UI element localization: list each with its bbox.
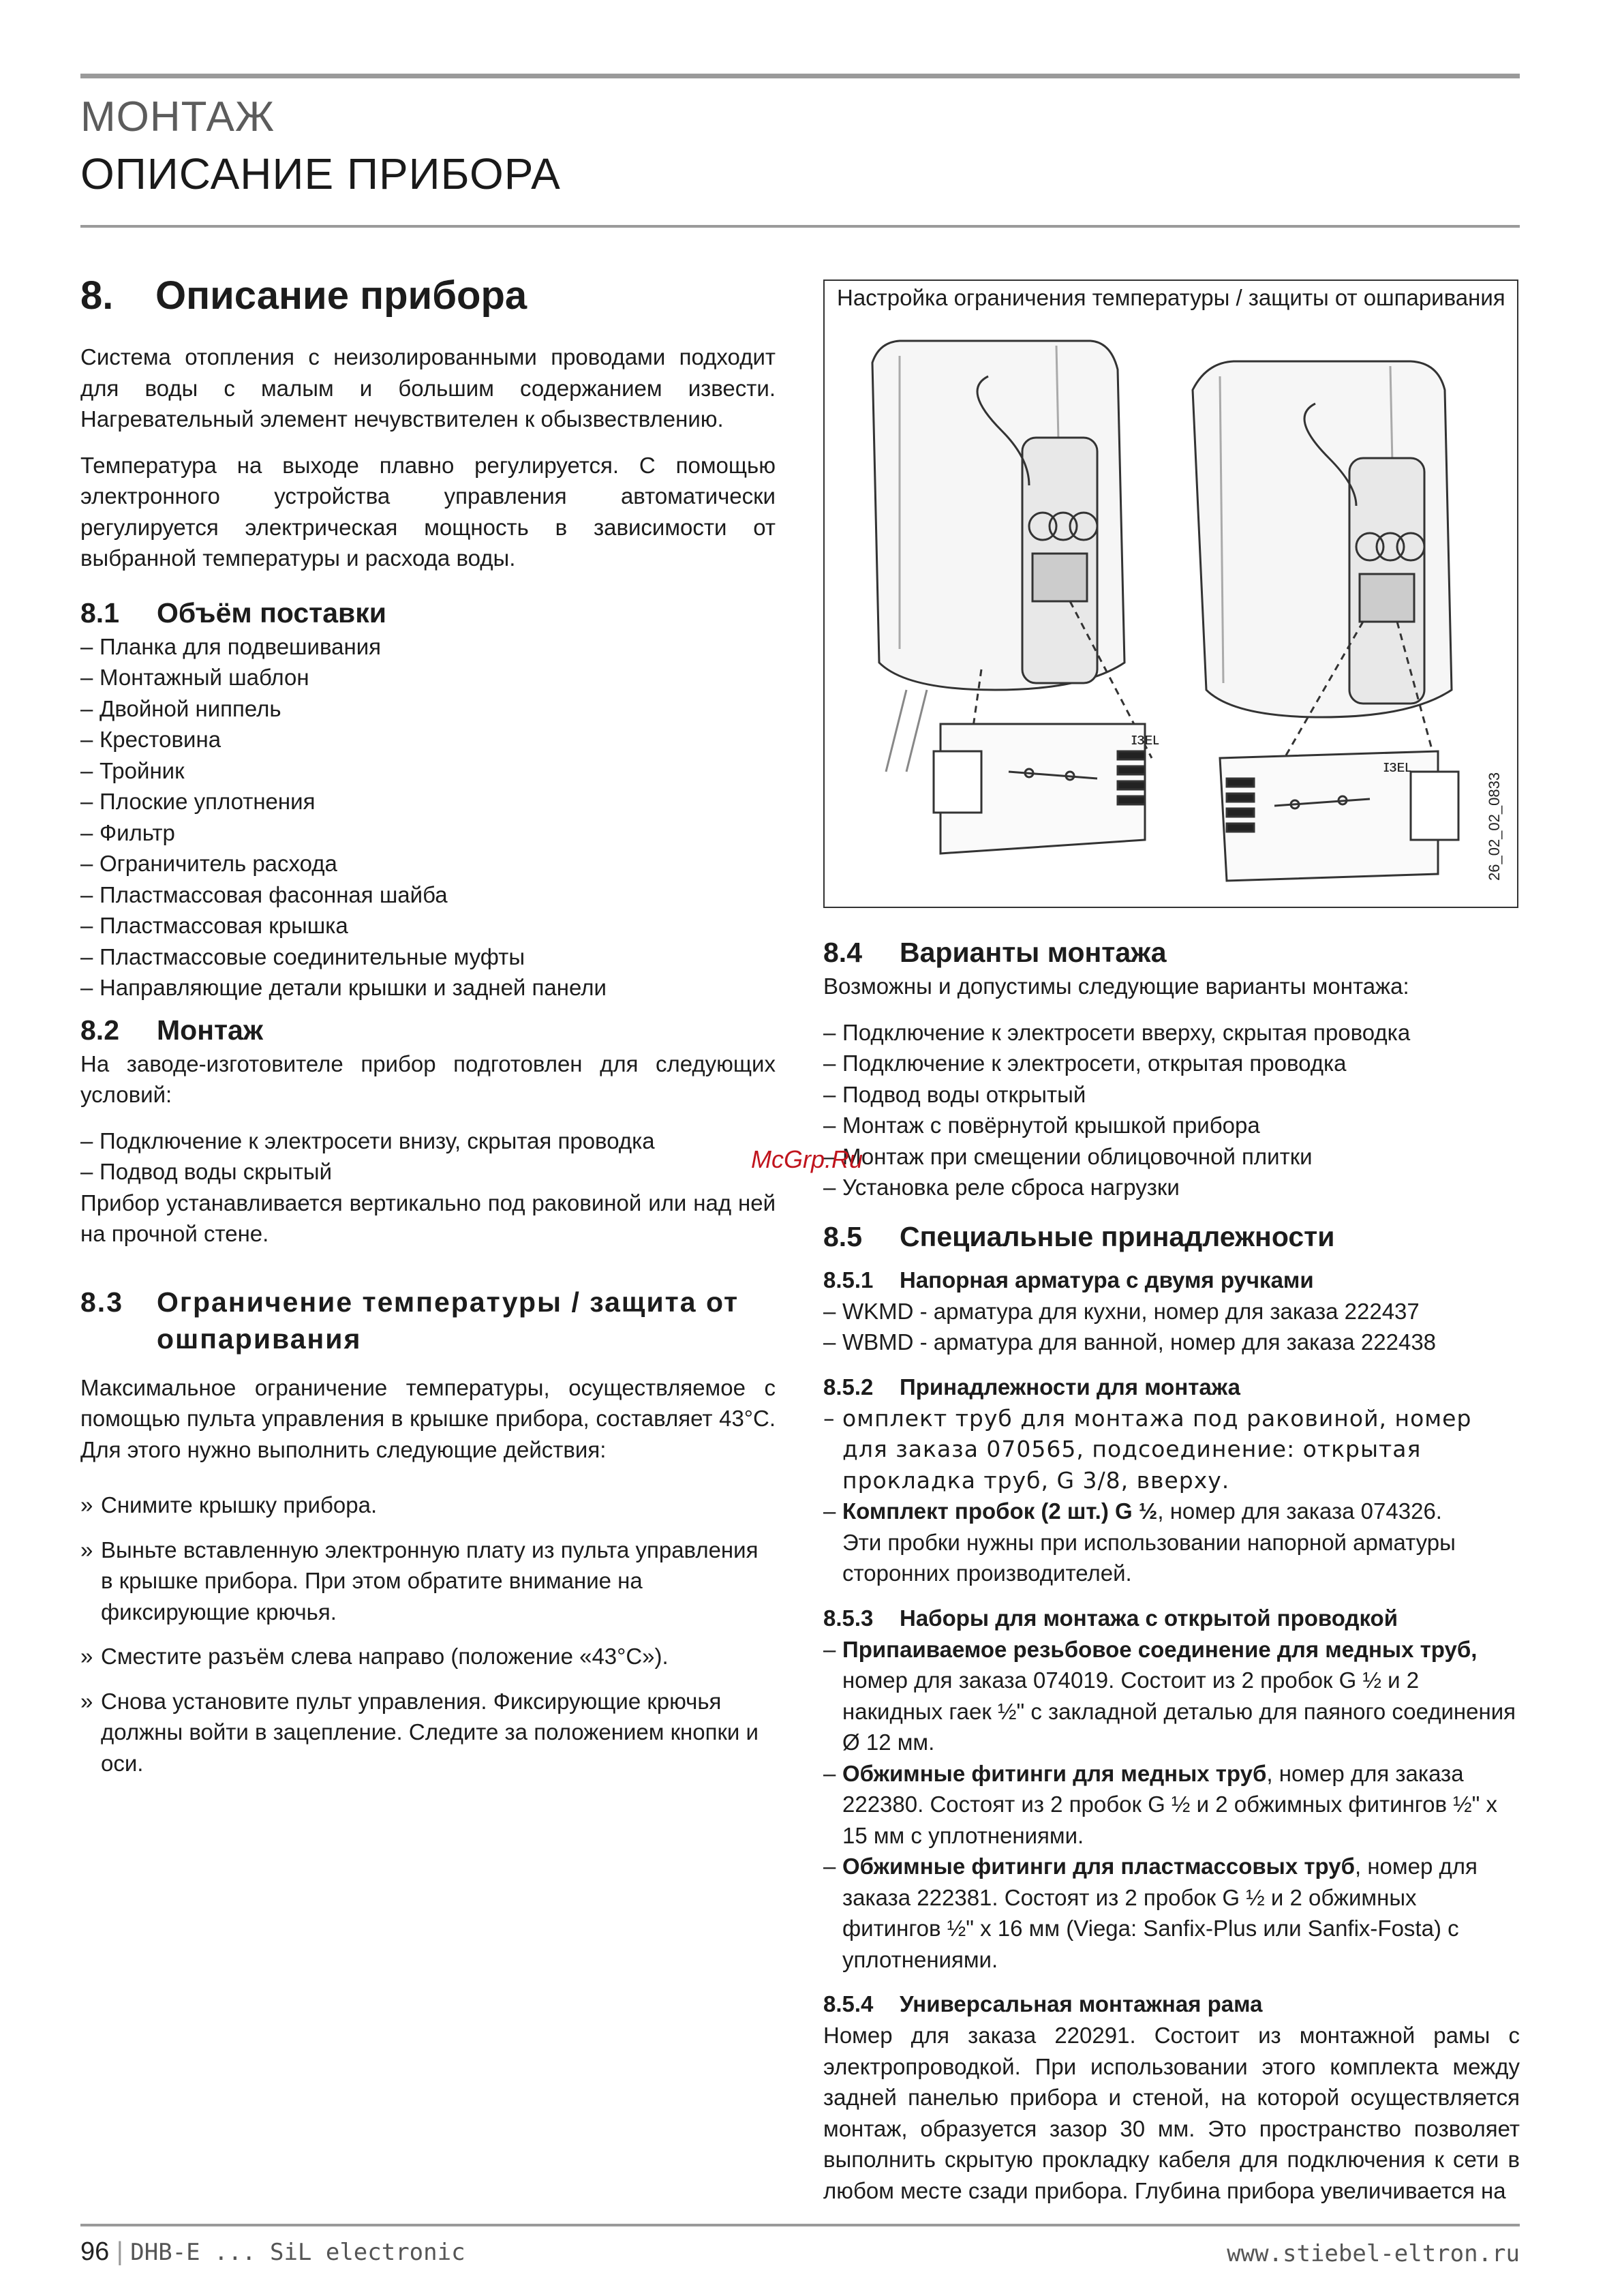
list-item: – Пластмассовые соединительные муфты: [80, 941, 776, 973]
page-title: ОПИСАНИЕ ПРИБОРА: [80, 149, 561, 198]
list-item: – Обжимные фитинги для медных труб, номер для заказа 222380. Состоят из 2 пробок G ½ и 2 обжимных фитингов ½" x 15 мм с уплотнениями.: [823, 1758, 1520, 1852]
open-wiring-kits-list: [823, 1634, 1520, 1976]
board-label-left: ɪзᴇʟ: [1131, 730, 1159, 749]
list-item: – Подключение к электросети вверху, скрытая проводка: [823, 1017, 1520, 1048]
fittings-list: [823, 1296, 1520, 1358]
section-8-5-4-paragraph: Номер для заказа 220291. Состоит из монтажной рамы с электропроводкой. При использовании этого комплекта между задней панелью прибора и стеной, на которой осуществляется монтаж, образуется зазор 30 мм. Это пространство позволяет выполнить скрытую прокладку кабеля для подключения к сети в любом месте сзади прибора. Глубина прибора увеличивается на: [823, 2023, 1520, 2203]
list-item: – Крестовина: [80, 724, 776, 755]
list-item: – Подключение к электросети, открытая проводка: [823, 1048, 1520, 1079]
right-column: [823, 934, 1520, 2206]
model-name: DHB-E ... SiL electronic: [130, 2239, 465, 2266]
list-item: – WKMD - арматура для кухни, номер для заказа 222437: [823, 1296, 1520, 1327]
figure-caption: Настройка ограничения температуры / защиты от ошпаривания: [837, 285, 1505, 310]
footer-separator: |: [116, 2237, 123, 2266]
figure-temperature-limit: [823, 280, 1518, 908]
section-label: МОНТАЖ: [80, 93, 275, 140]
list-item: – Установка реле сброса нагрузки: [823, 1172, 1520, 1203]
step-item: » Сместите разъём слева направо (положение «43°C»).: [80, 1641, 776, 1672]
list-item: – Монтажный шаблон: [80, 662, 776, 693]
section-8-5-heading: 8.5 Специальные принадлежности: [823, 1220, 1335, 1252]
list-item: – Тройник: [80, 755, 776, 787]
section-8-5-4-heading: 8.5.4 Универсальная монтажная рама: [823, 1991, 1263, 2016]
delivery-list: [80, 631, 776, 1003]
list-item: – омплект труб для монтажа под раковиной, номер для заказа 070565, подсоединение: открытая прокладка труб, G 3/8, вверху.: [823, 1403, 1520, 1496]
section-8-5-3-heading: 8.5.3 Наборы для монтажа с открытой проводкой: [823, 1605, 1398, 1631]
board-label-right: ɪзᴇʟ: [1383, 757, 1411, 776]
factory-conditions-list: [80, 1126, 776, 1188]
list-item: – Пластмассовая крышка: [80, 910, 776, 941]
list-item: – Обжимные фитинги для пластмассовых труб, номер для заказа 222381. Состоят из 2 пробок G ½ и 2 обжимных фитингов ½" x 16 мм (Viega: Sanfix-Plus или Sanfix-Fosta) с уплотнениями.: [823, 1851, 1520, 1975]
list-item: – Планка для подвешивания: [80, 631, 776, 663]
list-item: – Монтаж с повёрнутой крышкой прибора: [823, 1110, 1520, 1141]
list-item: – Двойной ниппель: [80, 693, 776, 725]
footer-rule: [80, 2224, 1520, 2226]
page-number: 96: [80, 2237, 110, 2266]
list-item: – Направляющие детали крышки и задней панели: [80, 972, 776, 1003]
list-item: – Подвод воды открытый: [823, 1079, 1520, 1111]
footer-page-info: [80, 2237, 465, 2267]
section-8-heading: 8. Описание прибора: [80, 273, 527, 318]
list-item: – Плоские уплотнения: [80, 786, 776, 817]
steps-list: [80, 1490, 776, 1779]
section-8-2-paragraph-2: Прибор устанавливается вертикально под раковиной или над ней на прочной стене.: [80, 1190, 776, 1246]
list-item: – Монтаж при смещении облицовочной плитки: [823, 1141, 1520, 1173]
section-8-paragraph-2: Температура на выходе плавно регулируется. С помощью электронного устройства управления автоматически регулируется электрическая мощность в зависимости от выбранной температуры и расхода воды.: [80, 452, 776, 571]
left-column: [80, 273, 776, 1792]
section-8-4-paragraph: Возможны и допустимы следующие варианты монтажа:: [823, 973, 1409, 999]
step-item: » Выньте вставленную электронную плату из пульта управления в крышке прибора. При этом обратите внимание на фиксирующие крючья.: [80, 1535, 776, 1628]
top-rule: [80, 74, 1520, 78]
mounting-variants-list: [823, 1017, 1520, 1203]
device-illustration: [825, 281, 1520, 909]
list-item: – Пластмассовая фасонная шайба: [80, 879, 776, 911]
section-8-5-2-heading: 8.5.2 Принадлежности для монтажа: [823, 1374, 1240, 1400]
website-url: www.stiebel-eltron.ru: [1227, 2240, 1520, 2267]
section-8-5-1-heading: 8.5.1 Напорная арматура с двумя ручками: [823, 1267, 1314, 1293]
list-item: – Подключение к электросети внизу, скрытая проводка: [80, 1126, 776, 1157]
list-item: – Фильтр: [80, 817, 776, 849]
step-item: » Снимите крышку прибора.: [80, 1490, 776, 1521]
list-item: – WBMD - арматура для ванной, номер для заказа 222438: [823, 1327, 1520, 1358]
watermark: McGrp.Ru: [751, 1145, 863, 1173]
figure-code: 26_02_02_0833: [1486, 772, 1503, 881]
header-rule: [80, 225, 1520, 228]
section-8-2-heading: 8.2 Монтаж: [80, 1014, 263, 1046]
section-8-paragraph-1: Система отопления с неизолированными проводами подходит для воды с малым и большим содержанием извести. Нагревательный элемент нечувствителен к обызвествлению.: [80, 344, 776, 432]
step-item: » Снова установите пульт управления. Фиксирующие крючья должны войти в зацепление. Следите за положением кнопки и оси.: [80, 1686, 776, 1779]
section-8-4-heading: 8.4 Варианты монтажа: [823, 937, 1167, 968]
section-8-3-heading: 8.3 Ограничение температуры / защита от ошпаривания: [80, 1286, 739, 1355]
list-item: – Ограничитель расхода: [80, 848, 776, 879]
section-8-1-heading: 8.1 Объём поставки: [80, 596, 386, 629]
list-item: – Подвод воды скрытый: [80, 1156, 776, 1188]
mounting-accessories-list: [823, 1403, 1520, 1589]
section-8-2-paragraph-1: На заводе-изготовителе прибор подготовлен для следующих условий:: [80, 1051, 776, 1107]
list-item: – Комплект пробок (2 шт.) G ½, номер для заказа 074326. Эти пробки нужны при использовании напорной арматуры сторонних производителей.: [823, 1496, 1520, 1589]
list-item: – Припаиваемое резьбовое соединение для медных труб, номер для заказа 074019. Состоит из 2 пробок G ½ и 2 накидных гаек ½" с закладной деталью для паяного соединения Ø 12 мм.: [823, 1634, 1520, 1758]
section-8-3-paragraph: Максимальное ограничение температуры, осуществляемое с помощью пульта управления в крышке прибора, составляет 43°C. Для этого нужно выполнить следующие действия:: [80, 1374, 776, 1462]
